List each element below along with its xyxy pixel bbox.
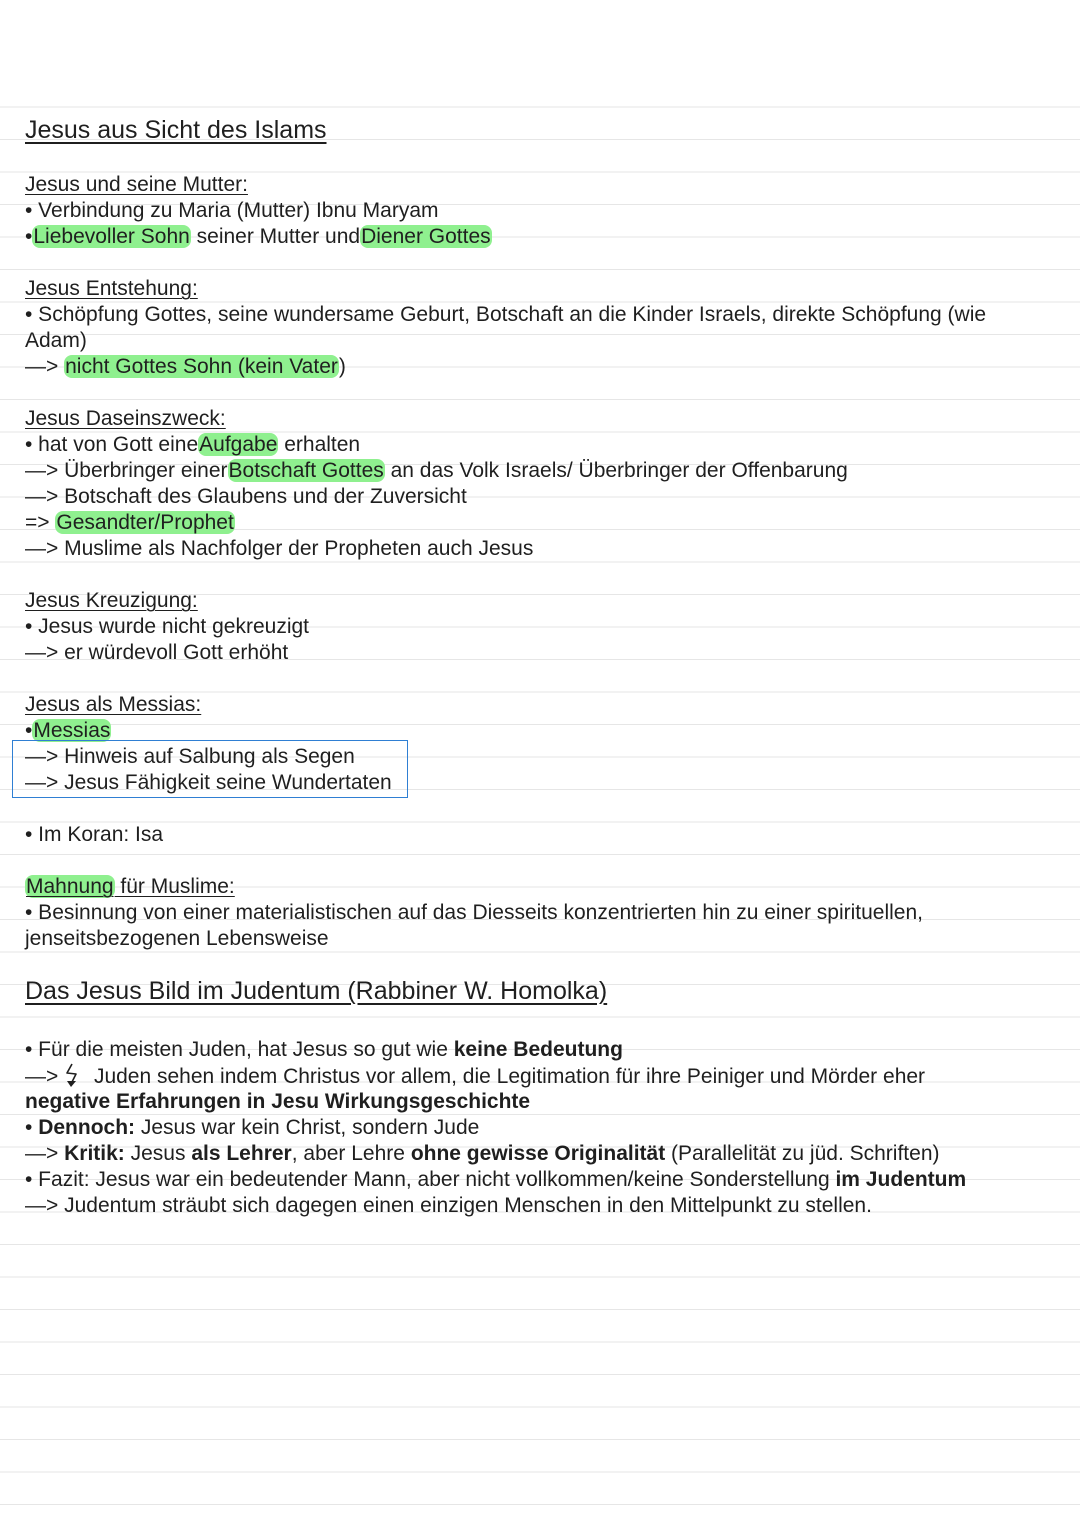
bullet: • — [25, 1116, 39, 1139]
zweck-line-1 — [25, 432, 360, 458]
mahnung-line-1: • Besinnung von einer materialistischen auf das Diesseits konzentrierten hin zu einer spirituellen, — [25, 901, 923, 924]
messias-line-3: —> Jesus Fähigkeit seine Wundertaten — [25, 771, 392, 794]
zweck-text: • hat von Gott eine — [25, 433, 199, 456]
highlight-botschaft-gottes: Botschaft Gottes — [228, 459, 384, 482]
juden-line-6 — [25, 1167, 966, 1193]
heading-mutter: Jesus und seine Mutter: — [25, 173, 248, 196]
heading-kreuzigung: Jesus Kreuzigung: — [25, 589, 198, 612]
zweck-line-5: —> Muslime als Nachfolger der Propheten auch Jesus — [25, 537, 534, 560]
juden-bold: keine Bedeutung — [453, 1038, 623, 1061]
title-judentum: Das Jesus Bild im Judentum (Rabbiner W. Homolka) — [25, 977, 608, 1005]
juden-bold: ohne gewisse Originalität — [410, 1142, 666, 1165]
mutter-line-2 — [25, 224, 492, 250]
bullet: • — [25, 719, 33, 742]
messias-line-2: —> Hinweis auf Salbung als Segen — [25, 745, 355, 768]
entstehung-line-1: • Schöpfung Gottes, seine wundersame Geburt, Botschaft an die Kinder Israels, direkte Schöpfung (wie — [25, 303, 987, 326]
arrow: —> — [25, 1142, 65, 1165]
koran-line: • Im Koran: Isa — [25, 823, 164, 846]
zweck-text: —> Überbringer einer — [25, 459, 228, 482]
heading-entstehung: Jesus Entstehung: — [25, 277, 198, 300]
zweck-line-4 — [25, 510, 235, 536]
mutter-line-1: • Verbindung zu Maria (Mutter) Ibnu Maryam — [25, 199, 439, 222]
bullet: • — [25, 225, 33, 248]
title-islam: Jesus aus Sicht des Islams — [25, 116, 327, 144]
juden-line-7: —> Judentum sträubt sich dagegen einen einzigen Menschen in den Mittelpunkt zu stellen. — [25, 1194, 872, 1217]
double-arrow: => — [25, 511, 50, 534]
paren: ) — [338, 355, 346, 378]
highlight-messias: Messias — [33, 719, 111, 742]
highlight-nicht-gottes-sohn: nicht Gottes Sohn (kein Vater — [65, 355, 338, 378]
juden-text: • Für die meisten Juden, hat Jesus so gut wie — [25, 1038, 454, 1061]
juden-line-4 — [25, 1115, 479, 1141]
arrow: —> — [25, 355, 59, 378]
heading-messias: Jesus als Messias: — [25, 693, 202, 716]
juden-text: • Fazit: Jesus war ein bedeutender Mann, aber nicht vollkommen/keine Sonderstellung — [25, 1168, 836, 1191]
juden-bold: Kritik: — [64, 1142, 125, 1165]
juden-text: Juden sehen indem Christus vor allem, die Legitimation für ihre Peiniger und Mörder eher — [88, 1065, 926, 1088]
highlight-liebevoller-sohn: Liebevoller Sohn — [33, 225, 190, 248]
zweck-line-3: —> Botschaft des Glaubens und der Zuversicht — [25, 485, 467, 508]
highlight-mahnung: Mahnung — [26, 875, 114, 898]
highlight-gesandter: Gesandter/Prophet — [56, 511, 234, 534]
heading-mahnung — [25, 874, 235, 900]
mahnung-heading-text: für Muslime: — [114, 875, 235, 898]
juden-text: Jesus war kein Christ, sondern Jude — [135, 1116, 480, 1139]
juden-text: , aber Lehre — [291, 1142, 411, 1165]
juden-text: Jesus — [124, 1142, 192, 1165]
juden-bold: Dennoch: — [38, 1116, 136, 1139]
zweck-line-2 — [25, 458, 848, 484]
juden-bold: als Lehrer — [191, 1142, 292, 1165]
kreuz-line-1: • Jesus wurde nicht gekreuzigt — [25, 615, 309, 638]
arrow: —> — [25, 1065, 59, 1088]
juden-line-2 — [25, 1063, 925, 1090]
lightning-bolt-icon — [64, 1063, 88, 1089]
highlight-aufgabe: Aufgabe — [199, 433, 278, 456]
entstehung-line-2: Adam) — [25, 329, 87, 352]
juden-line-3: negative Erfahrungen in Jesu Wirkungsgeschichte — [25, 1090, 531, 1113]
juden-text: (Parallelität zu jüd. Schriften) — [665, 1142, 940, 1165]
entstehung-line-3 — [25, 354, 346, 380]
mahnung-line-2: jenseitsbezogenen Lebensweise — [25, 927, 329, 950]
heading-daseinszweck: Jesus Daseinszweck: — [25, 407, 226, 430]
juden-line-5 — [25, 1141, 940, 1167]
kreuz-line-2: —> er würdevoll Gott erhöht — [25, 641, 289, 664]
zweck-text: an das Volk Israels/ Überbringer der Offenbarung — [384, 459, 848, 482]
zweck-text: erhalten — [278, 433, 361, 456]
highlight-diener-gottes: Diener Gottes — [361, 225, 491, 248]
mutter-text: seiner Mutter und — [190, 225, 361, 248]
juden-line-1 — [25, 1037, 623, 1063]
juden-bold: im Judentum — [835, 1168, 967, 1191]
